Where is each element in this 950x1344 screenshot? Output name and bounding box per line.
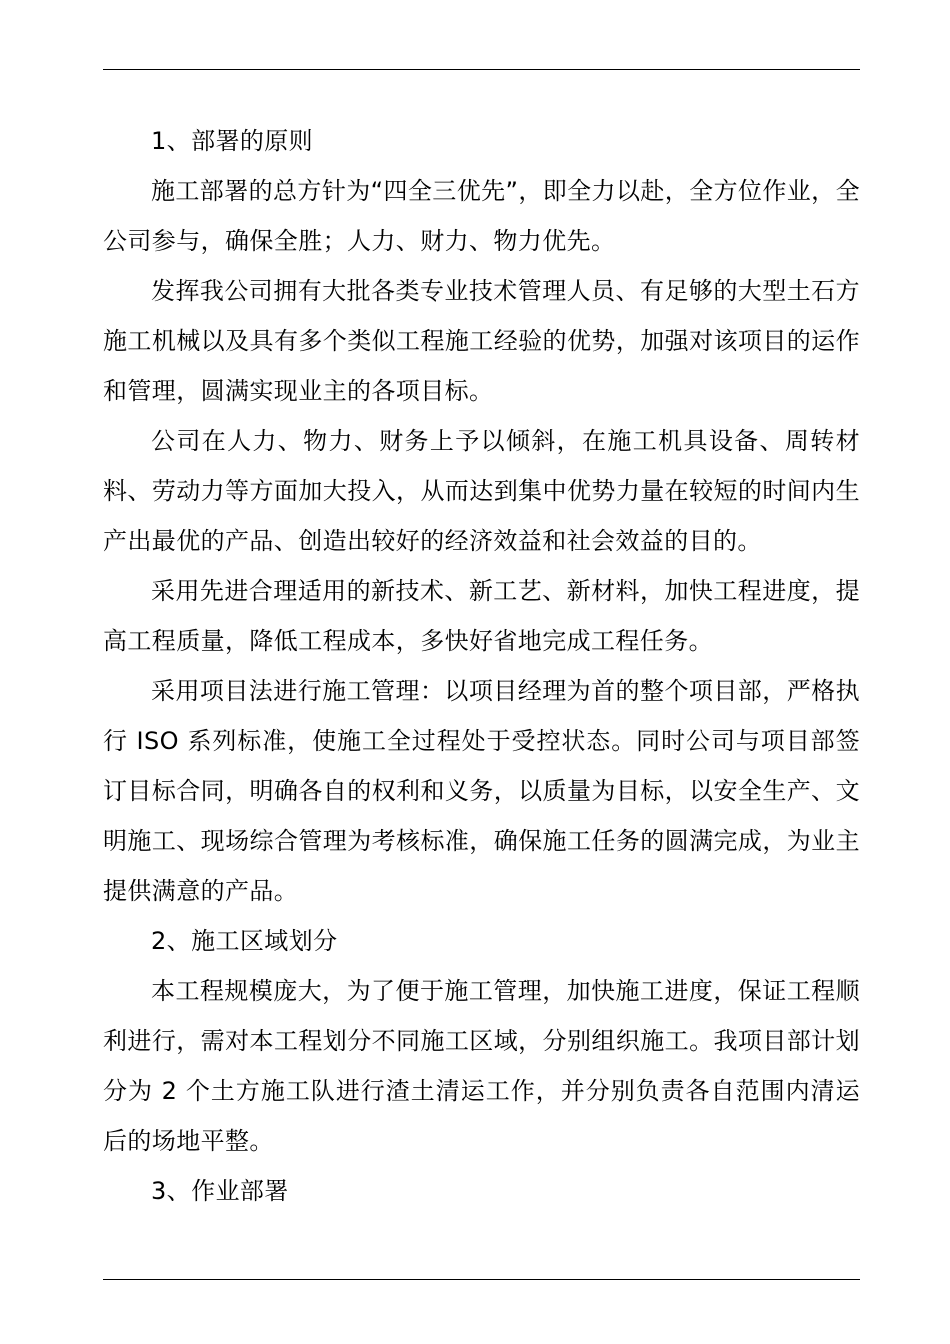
- footer-rule: [103, 1279, 860, 1280]
- body-paragraph: 本工程规模庞大，为了便于施工管理，加快施工进度，保证工程顺利进行，需对本工程划分不同施工区域，分别组织施工。我项目部计划分为 2 个土方施工队进行渣土清运工作，并分别负责各自范围内清运后的场地平整。: [103, 977, 860, 1155]
- body-paragraph: 发挥我公司拥有大批各类专业技术管理人员、有足够的大型土石方施工机械以及具有多个类似工程施工经验的优势，加强对该项目的运作和管理，圆满实现业主的各项目标。: [103, 277, 860, 405]
- header-rule: [103, 69, 860, 70]
- section-heading-area-division: 2、施工区域划分: [151, 927, 338, 955]
- body-paragraph: 施工部署的总方针为“四全三优先”，即全力以赴，全方位作业，全公司参与，确保全胜；人力、财力、物力优先。: [103, 177, 860, 255]
- section-heading-principles: 1、部署的原则: [151, 127, 314, 155]
- document-body: [103, 116, 860, 1216]
- body-paragraph: 采用先进合理适用的新技术、新工艺、新材料，加快工程进度，提高工程质量，降低工程成本，多快好省地完成工程任务。: [103, 577, 860, 655]
- body-paragraph: 采用项目法进行施工管理：以项目经理为首的整个项目部，严格执行 ISO 系列标准，使施工全过程处于受控状态。同时公司与项目部签订目标合同，明确各自的权利和义务，以质量为目标，以安全生产、文明施工、现场综合管理为考核标准，确保施工任务的圆满完成，为业主提供满意的产品。: [103, 677, 860, 905]
- body-paragraph: 公司在人力、物力、财务上予以倾斜，在施工机具设备、周转材料、劳动力等方面加大投入，从而达到集中优势力量在较短的时间内生产出最优的产品、创造出较好的经济效益和社会效益的目的。: [103, 427, 860, 555]
- section-heading-work-deployment: 3、作业部署: [151, 1177, 289, 1205]
